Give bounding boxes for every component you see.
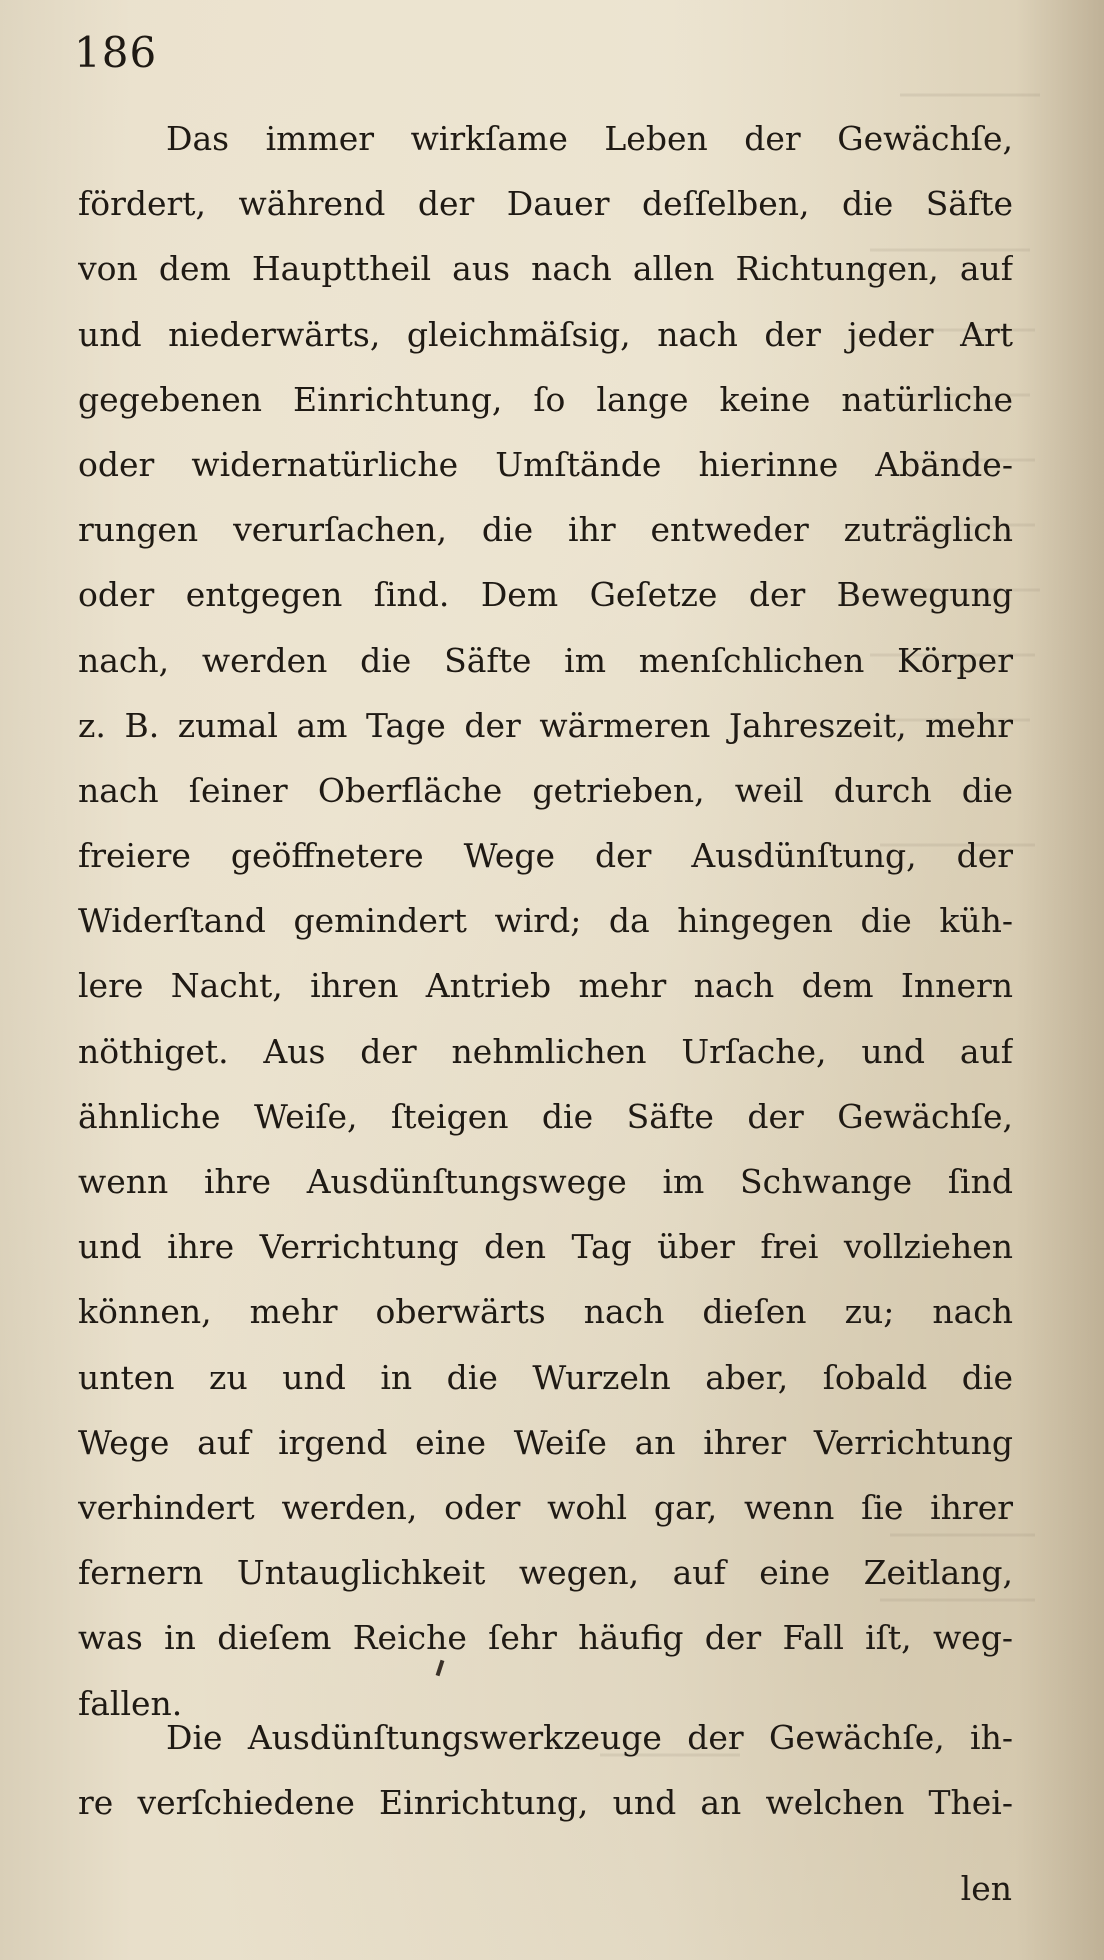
text-line: nöthiget. Aus der nehmlichen Urſache, und auf — [78, 1031, 1013, 1071]
text-line: Widerſtand gemindert wird; da hingegen die küh- — [78, 901, 1013, 941]
text-line: gegebenen Einrichtung, ſo lange keine natürliche — [78, 379, 1013, 419]
page-number: 186 — [74, 28, 158, 77]
text-line: z. B. zumal am Tage der wärmeren Jahreszeit, mehr — [78, 705, 1013, 745]
paragraph-1 — [78, 106, 1013, 1736]
text-line: nach, werden die Säfte im menſchlichen Körper — [78, 640, 1013, 680]
catchword: len — [960, 1869, 1012, 1908]
text-line: nach ſeiner Oberfläche getrieben, weil durch die — [78, 770, 1013, 810]
text-line: verhindert werden, oder wohl gar, wenn ſie ihrer — [78, 1487, 1013, 1527]
text-line: oder widernatürliche Umſtände hierinne Abände- — [78, 444, 1013, 484]
text-line: und niederwärts, gleichmäſsig, nach der jeder Art — [78, 314, 1013, 354]
text-line: oder entgegen ſind. Dem Geſetze der Bewegung — [78, 575, 1013, 615]
text-line: von dem Haupttheil aus nach allen Richtungen, auf — [78, 249, 1013, 289]
text-line: Die Ausdünſtungswerkzeuge der Gewächſe, ih- — [166, 1718, 1013, 1757]
text-line: Das immer wirkſame Leben der Gewächſe, — [166, 119, 1013, 158]
text-line: fördert, während der Dauer deſſelben, die Säfte — [78, 184, 1013, 224]
text-line: können, mehr oberwärts nach dieſen zu; nach — [78, 1292, 1013, 1332]
text-line: ähnliche Weiſe, ſteigen die Säfte der Gewächſe, — [78, 1096, 1013, 1136]
text-line: re verſchiedene Einrichtung, und an welchen Thei- — [78, 1783, 1013, 1823]
text-line: freiere geöffnetere Wege der Ausdünſtung, der — [78, 836, 1013, 876]
text-line: fallen. — [78, 1683, 183, 1723]
text-line: fernern Untauglichkeit wegen, auf eine Zeitlang, — [78, 1553, 1013, 1593]
text-line: wenn ihre Ausdünſtungswege im Schwange ſind — [78, 1162, 1013, 1201]
text-line: Wege auf irgend eine Weiſe an ihrer Verrichtung — [78, 1422, 1013, 1462]
text-line: rungen verurſachen, die ihr entweder zuträglich — [78, 510, 1013, 550]
text-line: lere Nacht, ihren Antrieb mehr nach dem Innern — [78, 966, 1013, 1006]
paragraph-2 — [78, 1705, 1013, 1835]
text-line: und ihre Verrichtung den Tag über frei vollziehen — [78, 1227, 1013, 1267]
text-line: was in dieſem Reiche ſehr häufig der Fall iſt, weg- — [78, 1618, 1013, 1658]
text-line: unten zu und in die Wurzeln aber, ſobald die — [78, 1357, 1013, 1397]
